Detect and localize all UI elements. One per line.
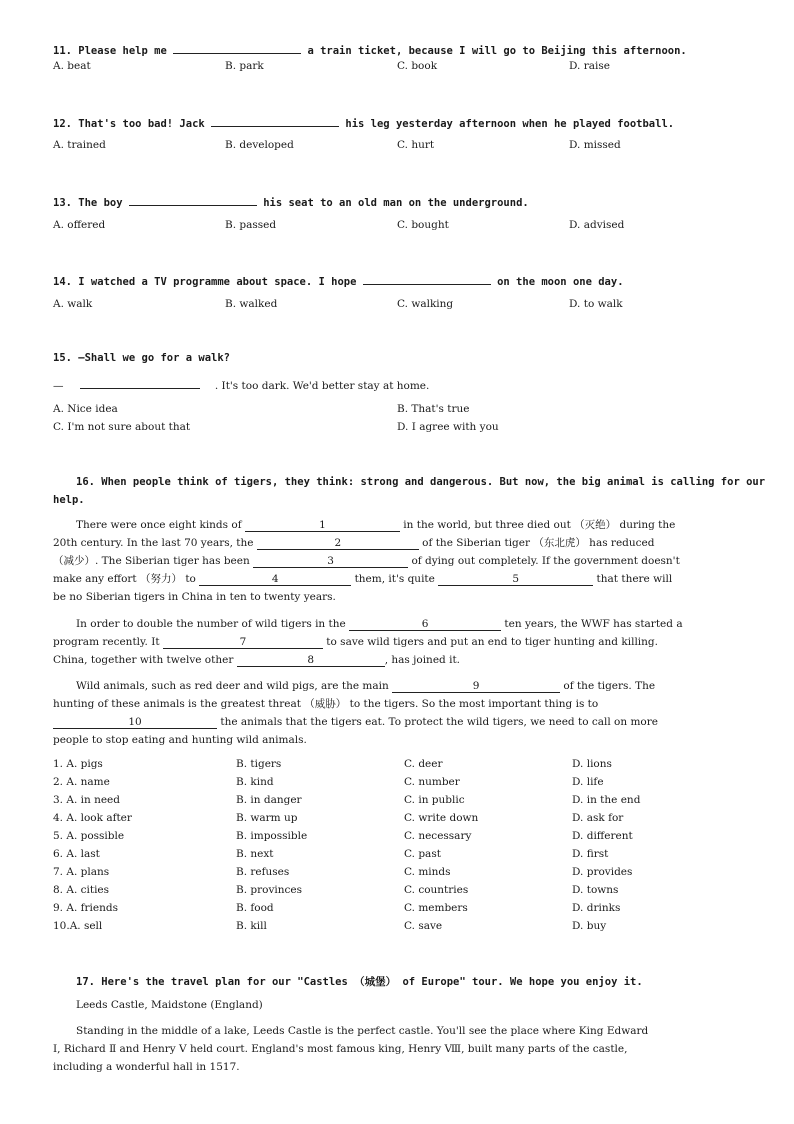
option-c[interactable]: C. write down <box>404 812 479 824</box>
option-d[interactable]: D. drinks <box>572 902 621 914</box>
option-b[interactable]: B. developed <box>225 139 294 151</box>
cloze-blank-3[interactable]: 3 <box>253 555 408 568</box>
option-a[interactable]: A. offered <box>53 219 106 231</box>
option-d[interactable]: D. different <box>572 830 633 842</box>
option-d[interactable]: D. provides <box>572 866 633 878</box>
option-d[interactable]: D. raise <box>569 60 610 72</box>
question-11-stem: 11. Please help me <box>53 45 167 57</box>
cloze-blank-4[interactable]: 4 <box>199 573 351 586</box>
cloze-blank-2[interactable]: 2 <box>257 537 419 550</box>
option-a[interactable]: 2. A. name <box>53 776 110 788</box>
passage-text: Wild animals, such as red deer and wild pigs, are the main <box>76 680 389 692</box>
passage-text: ten years, the WWF has started a <box>504 618 683 630</box>
options-row <box>53 794 742 812</box>
dialogue-dash: — <box>53 380 64 392</box>
option-a[interactable]: 5. A. possible <box>53 830 125 842</box>
passage-text: （减少）. The Siberian tiger has been <box>53 555 250 567</box>
question-14-stem: 14. I watched a TV programme about space. I hope <box>53 276 357 288</box>
question-13 <box>53 194 529 209</box>
passage-text: There were once eight kinds of <box>76 519 242 531</box>
passage-text: program recently. It <box>53 636 160 648</box>
option-d[interactable]: D. advised <box>569 219 625 231</box>
options-row <box>53 920 742 938</box>
options-row <box>53 848 742 866</box>
option-b[interactable]: B. tigers <box>236 758 282 770</box>
passage-text: In order to double the number of wild tigers in the <box>76 618 346 630</box>
option-a[interactable]: 1. A. pigs <box>53 758 103 770</box>
option-d[interactable]: D. in the end <box>572 794 641 806</box>
answer-blank[interactable] <box>129 194 257 206</box>
option-b[interactable]: B. next <box>236 848 274 860</box>
option-a[interactable]: 3. A. in need <box>53 794 120 806</box>
option-d[interactable]: D. lions <box>572 758 612 770</box>
option-c[interactable]: C. past <box>404 848 441 860</box>
options-row <box>53 812 742 830</box>
cloze-blank-9[interactable]: 9 <box>392 680 560 693</box>
options-row <box>53 902 742 920</box>
option-a[interactable]: A. Nice idea <box>53 403 118 415</box>
answer-blank[interactable] <box>173 42 301 54</box>
options-row <box>53 758 742 776</box>
question-15-stem: 15. —Shall we go for a walk? <box>53 352 231 364</box>
question-15-reply <box>53 377 429 392</box>
question-12 <box>53 115 674 130</box>
option-d[interactable]: D. missed <box>569 139 621 151</box>
option-c[interactable]: C. save <box>404 920 443 932</box>
passage-text: people to stop eating and hunting wild animals. <box>53 734 307 746</box>
answer-blank[interactable] <box>211 115 339 127</box>
option-b[interactable]: B. walked <box>225 298 278 310</box>
question-13-stem: 13. The boy <box>53 197 123 209</box>
option-a[interactable]: A. trained <box>53 139 106 151</box>
option-d[interactable]: D. I agree with you <box>397 421 499 433</box>
question-12-stem: 12. That's too bad! Jack <box>53 118 205 130</box>
passage-text: I, Richard Ⅱ and Henry Ⅴ held court. England's most famous king, Henry Ⅷ, built many parts of the castle, <box>53 1043 628 1055</box>
option-c[interactable]: C. in public <box>404 794 465 806</box>
option-d[interactable]: D. to walk <box>569 298 623 310</box>
passage-text: that there will <box>596 573 673 585</box>
option-b[interactable]: B. warm up <box>236 812 298 824</box>
question-17-stem: 17. Here's the travel plan for our "Castles （城堡） of Europe" tour. We hope you enjoy it. <box>76 976 643 988</box>
option-c[interactable]: C. hurt <box>397 139 435 151</box>
cloze-blank-7[interactable]: 7 <box>163 636 323 649</box>
option-d[interactable]: D. first <box>572 848 609 860</box>
option-b[interactable]: B. refuses <box>236 866 290 878</box>
option-c[interactable]: C. members <box>404 902 468 914</box>
option-b[interactable]: B. in danger <box>236 794 302 806</box>
passage-text: of the tigers. The <box>563 680 656 692</box>
option-a[interactable]: 4. A. look after <box>53 812 132 824</box>
option-a[interactable]: A. beat <box>53 60 91 72</box>
options-row <box>53 776 742 794</box>
passage-text: them, it's quite <box>354 573 435 585</box>
cloze-blank-10[interactable]: 10 <box>53 716 217 729</box>
passage-text: be no Siberian tigers in China in ten to twenty years. <box>53 591 336 603</box>
option-c[interactable]: C. minds <box>404 866 451 878</box>
question-13-stem-end: his seat to an old man on the underground. <box>263 197 529 209</box>
option-b[interactable]: B. kill <box>236 920 267 932</box>
option-c[interactable]: C. deer <box>404 758 443 770</box>
passage-text: Standing in the middle of a lake, Leeds Castle is the perfect castle. You'll see the place where King Edward <box>76 1025 649 1037</box>
question-12-stem-end: his leg yesterday afternoon when he played football. <box>345 118 675 130</box>
question-14 <box>53 273 624 288</box>
cloze-blank-5[interactable]: 5 <box>438 573 593 586</box>
option-b[interactable]: B. impossible <box>236 830 308 842</box>
passage-text: the animals that the tigers eat. To protect the wild tigers, we need to call on more <box>220 716 658 728</box>
passage-text: 20th century. In the last 70 years, the <box>53 537 254 549</box>
answer-blank[interactable] <box>80 377 200 389</box>
option-b[interactable]: B. That's true <box>397 403 470 415</box>
passage-text: including a wonderful hall in 1517. <box>53 1061 240 1073</box>
option-a[interactable]: 6. A. last <box>53 848 100 860</box>
option-c[interactable]: C. walking <box>397 298 454 310</box>
option-b[interactable]: B. food <box>236 902 274 914</box>
passage-text: of dying out completely. If the government doesn't <box>411 555 680 567</box>
passage-text: make any effort （努力） to <box>53 573 196 585</box>
passage-text: hunting of these animals is the greatest threat （威胁） to the tigers. So the most important thing is to <box>53 698 599 710</box>
passage-text: of the Siberian tiger （东北虎） has reduced <box>422 537 655 549</box>
option-a[interactable]: A. walk <box>53 298 93 310</box>
options-row <box>53 830 742 848</box>
option-b[interactable]: B. provinces <box>236 884 302 896</box>
options-row <box>53 884 742 902</box>
option-c[interactable]: C. number <box>404 776 460 788</box>
passage-text: to save wild tigers and put an end to tiger hunting and killing. <box>326 636 658 648</box>
option-a[interactable]: 7. A. plans <box>53 866 110 878</box>
cloze-blank-8[interactable]: 8 <box>237 654 385 667</box>
option-b[interactable]: B. park <box>225 60 264 72</box>
option-c[interactable]: C. necessary <box>404 830 472 842</box>
question-16-stem-end: help. <box>53 494 85 506</box>
answer-blank[interactable] <box>363 273 491 285</box>
passage-paragraph-3 <box>53 677 742 749</box>
question-11 <box>53 42 687 57</box>
option-c[interactable]: C. book <box>397 60 438 72</box>
passage-text: , has joined it. <box>384 654 461 666</box>
options-row <box>53 866 742 884</box>
option-c[interactable]: C. countries <box>404 884 469 896</box>
passage-paragraph-2 <box>53 615 742 669</box>
section-heading: Leeds Castle, Maidstone (England) <box>76 999 263 1011</box>
option-a[interactable]: 9. A. friends <box>53 902 118 914</box>
option-a[interactable]: 8. A. cities <box>53 884 110 896</box>
question-16-stem: 16. When people think of tigers, they think: strong and dangerous. But now, the big animal is calling for our <box>76 476 766 488</box>
option-b[interactable]: B. kind <box>236 776 274 788</box>
option-d[interactable]: D. life <box>572 776 604 788</box>
option-a[interactable]: 10.A. sell <box>53 920 103 932</box>
passage-text: China, together with twelve other <box>53 654 234 666</box>
option-d[interactable]: D. towns <box>572 884 619 896</box>
question-11-stem-end: a train ticket, because I will go to Beijing this afternoon. <box>307 45 687 57</box>
option-c[interactable]: C. I'm not sure about that <box>53 421 191 433</box>
passage-paragraph <box>53 1022 742 1076</box>
option-b[interactable]: B. passed <box>225 219 277 231</box>
option-d[interactable]: D. ask for <box>572 812 624 824</box>
reply-text: . It's too dark. We'd better stay at home. <box>214 380 430 392</box>
passage-text: in the world, but three died out （灭绝） during the <box>403 519 676 531</box>
cloze-blank-1[interactable]: 1 <box>245 519 400 532</box>
question-14-stem-end: on the moon one day. <box>497 276 624 288</box>
option-c[interactable]: C. bought <box>397 219 449 231</box>
cloze-blank-6[interactable]: 6 <box>349 618 501 631</box>
option-d[interactable]: D. buy <box>572 920 607 932</box>
passage-paragraph-1 <box>53 516 742 606</box>
